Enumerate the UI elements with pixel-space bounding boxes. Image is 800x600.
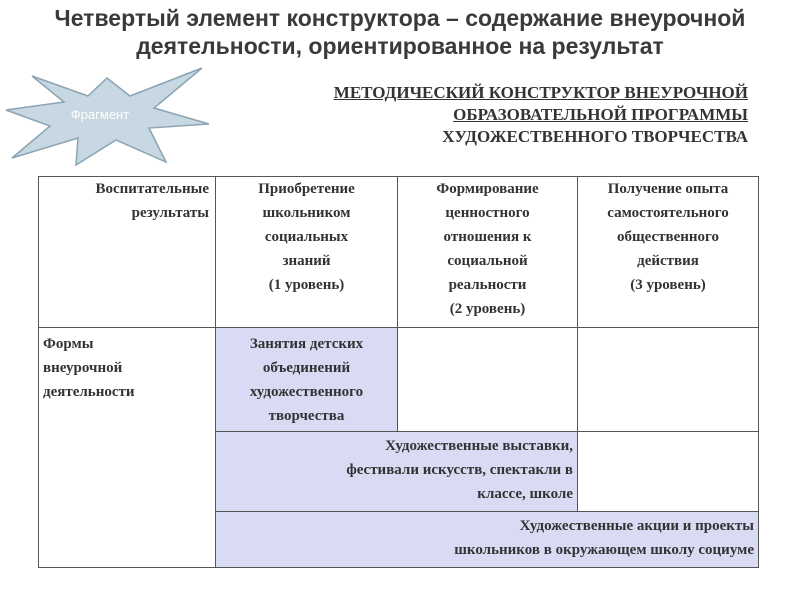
table-row bbox=[39, 328, 759, 432]
header-line: (3 уровень) bbox=[630, 277, 706, 293]
header-line: результаты bbox=[131, 205, 209, 221]
activity-cell-1 bbox=[216, 328, 398, 432]
program-subtitle bbox=[228, 82, 748, 148]
activity-line: фестивали искусств, спектакли в bbox=[346, 462, 573, 478]
constructor-table bbox=[38, 176, 759, 568]
activity-line: школьников в окружающем школу социуме bbox=[454, 542, 754, 558]
page-title bbox=[0, 4, 800, 60]
header-line: Формирование bbox=[436, 181, 539, 197]
row-label-line: Формы bbox=[43, 336, 94, 352]
subtitle-line: ОБРАЗОВАТЕЛЬНОЙ ПРОГРАММЫ bbox=[453, 105, 748, 124]
header-cell-level-3 bbox=[578, 177, 759, 328]
header-line: самостоятельного bbox=[607, 205, 729, 221]
header-line: общественного bbox=[616, 229, 719, 245]
row-label-line: деятельности bbox=[43, 384, 135, 400]
header-line: Приобретение bbox=[258, 181, 355, 197]
title-line: деятельности, ориентированное на результат bbox=[136, 33, 664, 59]
row-label-line: внеурочной bbox=[43, 360, 123, 376]
header-cell-results bbox=[39, 177, 216, 328]
activity-cell-2 bbox=[216, 432, 578, 512]
header-line: социальной bbox=[447, 253, 528, 269]
empty-cell bbox=[578, 328, 759, 432]
activity-line: творчества bbox=[268, 408, 345, 424]
header-line: школьником bbox=[262, 205, 351, 221]
activity-line: Художественные выставки, bbox=[385, 438, 573, 454]
header-line: Воспитательные bbox=[95, 181, 209, 197]
activity-line: классе, школе bbox=[477, 486, 573, 502]
empty-cell bbox=[578, 432, 759, 512]
header-line: (2 уровень) bbox=[449, 301, 526, 317]
header-line: реальности bbox=[448, 277, 527, 293]
activity-line: Занятия детских bbox=[249, 336, 364, 352]
table-header-row bbox=[39, 177, 759, 328]
empty-cell bbox=[398, 328, 578, 432]
header-line: социальных bbox=[264, 229, 349, 245]
activity-line: художественного bbox=[249, 384, 364, 400]
fragment-badge bbox=[4, 66, 210, 166]
activity-cell-3 bbox=[216, 512, 759, 568]
header-cell-level-2 bbox=[398, 177, 578, 328]
badge-label: Фрагмент bbox=[70, 107, 130, 122]
activity-line: Художественные акции и проекты bbox=[519, 518, 754, 534]
title-line: Четвертый элемент конструктора – содержание внеурочной bbox=[54, 5, 746, 31]
row-label-forms bbox=[39, 328, 216, 568]
subtitle-line: МЕТОДИЧЕСКИЙ КОНСТРУКТОР ВНЕУРОЧНОЙ bbox=[333, 83, 748, 102]
subtitle-line: ХУДОЖЕСТВЕННОГО ТВОРЧЕСТВА bbox=[442, 127, 748, 146]
header-line: знаний bbox=[282, 253, 331, 269]
header-cell-level-1 bbox=[216, 177, 398, 328]
header-line: (1 уровень) bbox=[268, 277, 345, 293]
header-line: действия bbox=[637, 253, 699, 269]
header-line: Получение опыта bbox=[607, 181, 729, 197]
header-line: ценностного bbox=[445, 205, 530, 221]
activity-line: объединений bbox=[262, 360, 351, 376]
header-line: отношения к bbox=[443, 229, 532, 245]
